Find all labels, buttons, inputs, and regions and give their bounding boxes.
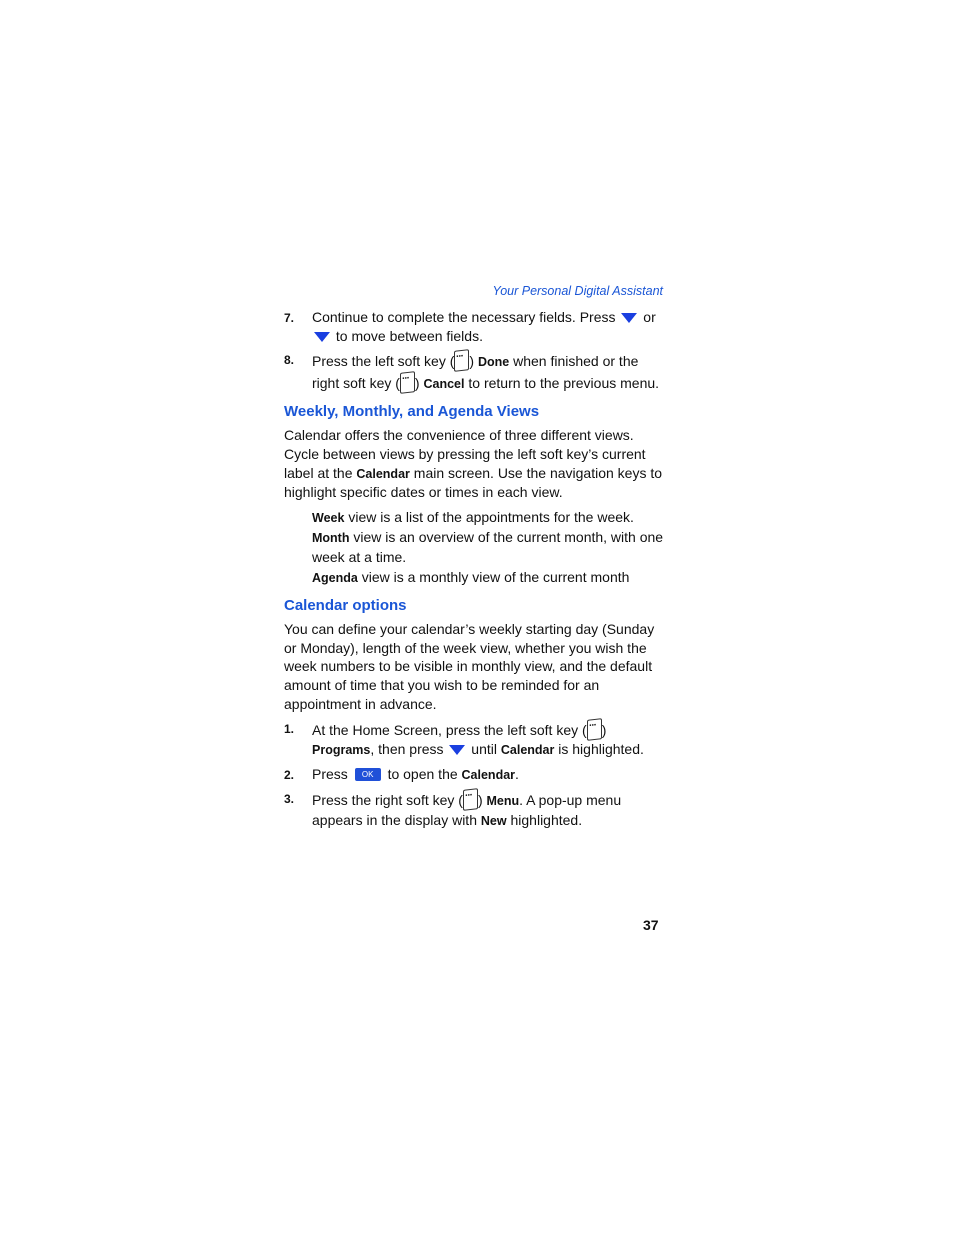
ui-label-calendar: Calendar [356,466,410,481]
step-text: ) [601,722,607,739]
step-text: to return to the previous menu. [468,374,660,391]
views-list [284,508,668,587]
step-8 [284,350,668,393]
view-label: Agenda [312,570,358,585]
view-item-month [312,528,668,566]
step-text: highlighted. [510,811,583,828]
step-number: 2. [284,767,295,782]
step-text: ) [414,374,420,391]
right-soft-key-icon [400,371,415,394]
ui-label-calendar: Calendar [461,767,516,782]
left-soft-key-icon [587,718,602,741]
step-text: Press [312,765,348,782]
step-text: . A pop-up menu appears in the display with [312,792,622,828]
page-content [284,308,668,835]
step-text: At the Home Screen, press the left soft key ( [312,722,587,739]
step-1 [284,719,668,760]
step-text: is highlighted. [558,741,644,758]
step-text: . [515,765,519,782]
step-text: ) [469,353,475,370]
step-text: when finished or the right soft key ( [312,353,639,391]
step-number: 7. [284,311,295,325]
step-text: to move between fields. [335,327,483,344]
step-text: or [643,309,656,325]
section-paragraph [284,426,668,501]
down-arrow-icon [621,313,637,323]
section-heading-options: Calendar options [284,597,407,615]
down-arrow-icon [449,745,465,755]
page-number: 37 [643,917,659,933]
section-heading-views: Weekly, Monthly, and Agenda Views [284,403,540,421]
step-text: Continue to complete the necessary fields. Press [312,309,616,325]
down-arrow-icon [314,332,330,342]
step-text: until [471,741,497,758]
right-soft-key-icon [463,788,478,811]
ui-label-programs: Programs [312,743,371,758]
step-number: 1. [284,722,295,737]
left-soft-key-icon [454,349,469,372]
view-text: view is a list of the appointments for the week. [348,508,634,525]
ui-label-menu: Menu [486,794,520,809]
ui-label-done: Done [477,355,510,370]
section-paragraph: You can define your calendar’s weekly starting day (Sunday or Monday), length of the week view, whether you wish the week numbers to be visible in monthly view, and the default amount of time that you wish to be reminded for an appointment in advance. [284,621,655,712]
paragraph-text: Calendar offers the convenience of three different views. Cycle between views by pressing the left soft key’s current label at the [284,427,646,481]
view-item-agenda [312,568,668,588]
view-label: Week [312,510,345,525]
view-label: Month [312,531,350,546]
step-number: 3. [284,792,295,807]
paragraph-text: main screen. Use the navigation keys to highlight specific dates or times in each view. [284,464,663,501]
ui-label-new: New [480,813,507,828]
step-text: Press the right soft key ( [312,792,463,809]
view-item-week [312,508,668,528]
step-text: to open the [387,765,458,782]
ui-label-calendar: Calendar [500,743,555,758]
step-text: Press the left soft key ( [312,353,455,370]
step-text: ) [477,792,483,809]
view-text: view is an overview of the current month, with one week at a time. [312,529,664,565]
running-header: Your Personal Digital Assistant [492,284,663,298]
view-text: view is a monthly view of the current month [361,568,630,585]
step-number: 8. [284,353,295,368]
ui-label-cancel: Cancel [423,376,465,391]
step-7 [284,308,668,345]
step-3 [284,789,668,830]
step-text: , then press [370,741,444,758]
step-2 [284,765,668,785]
ok-key-icon: OK [355,768,381,781]
